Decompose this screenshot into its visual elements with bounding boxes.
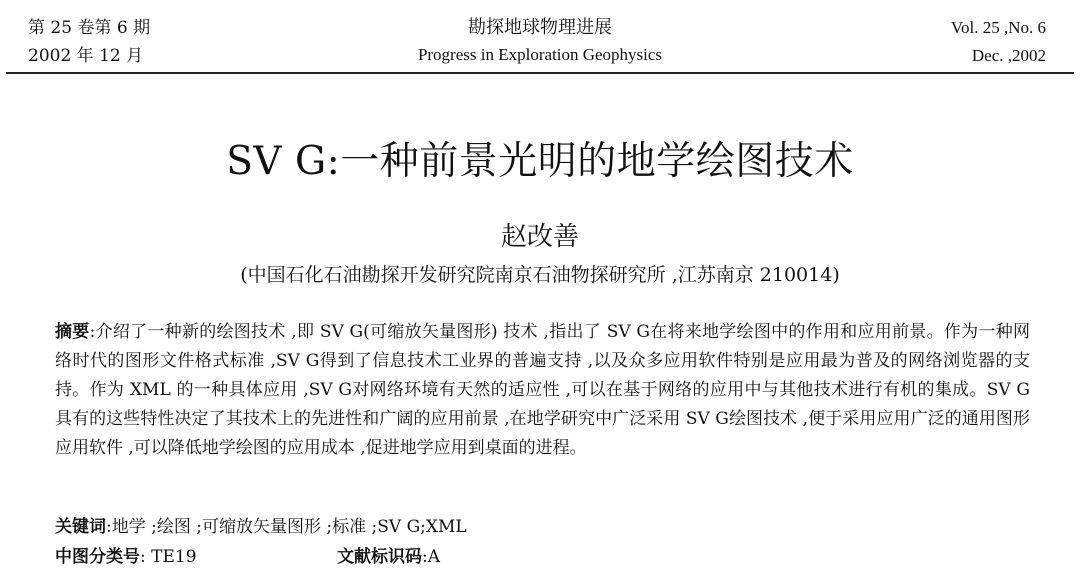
keywords-label: 关键词 — [55, 517, 106, 537]
journal-name-cn: 勘探地球物理进展 — [468, 17, 612, 38]
date-cn: 2002 年 12 月 — [28, 46, 144, 66]
classification — [55, 543, 1030, 571]
header-divider — [6, 72, 1074, 74]
journal-issue-cn — [28, 14, 248, 70]
keywords — [55, 513, 1030, 541]
article-title: SV G:一种前景光明的地学绘图技术 — [226, 139, 854, 184]
abstract — [55, 318, 1030, 463]
volume-cn: 第 25 卷第 6 期 — [28, 18, 151, 38]
journal-name — [330, 14, 750, 68]
abstract-text: :介绍了一种新的绘图技术 ,即 SV G(可缩放矢量图形) 技术 ,指出了 SV G在将来地学绘图中的作用和应用前景。作为一种网络时代的图形文件格式标准 ,SV G得到了信息技术工业界的普遍支持 ,以及众多应用软件特别是应用最为普及的网络浏览器的支持。作为 XML 的一种具体应用 ,SV G对网络环境有天然的适应性 ,可以在基于网络的应用中与其他技术进行有机的集成。SV G具有的这些特性决定了其技术上的先进性和广阔的应用前景 ,在地学研究中广泛采用 SV G绘图技术 ,便于采用应用广泛的通用图形应用软件 ,可以降低地学绘图的应用成本 ,促进地学应用到桌面的进程。 — [55, 322, 1030, 458]
document-code-value: :A — [422, 547, 441, 567]
journal-name-en: Progress in Exploration Geophysics — [417, 45, 663, 64]
keywords-text: :地学 ;绘图 ;可缩放矢量图形 ;标准 ;SV G;XML — [106, 517, 467, 537]
article-author: 赵改善 — [500, 222, 579, 252]
document-code-label: 文献标识码 — [337, 547, 422, 567]
date-en: Dec. ,2002 — [971, 46, 1046, 65]
clc-value: : TE19 — [140, 547, 197, 567]
document-code — [337, 543, 440, 571]
author-affiliation: (中国石化石油勘探开发研究院南京石油物探研究所 ,江苏南京 210014) — [240, 264, 840, 286]
journal-issue-en — [806, 14, 1046, 70]
clc-label: 中图分类号 — [55, 547, 140, 567]
volume-en: Vol. 25 ,No. 6 — [950, 18, 1046, 37]
abstract-label: 摘要 — [55, 322, 90, 342]
